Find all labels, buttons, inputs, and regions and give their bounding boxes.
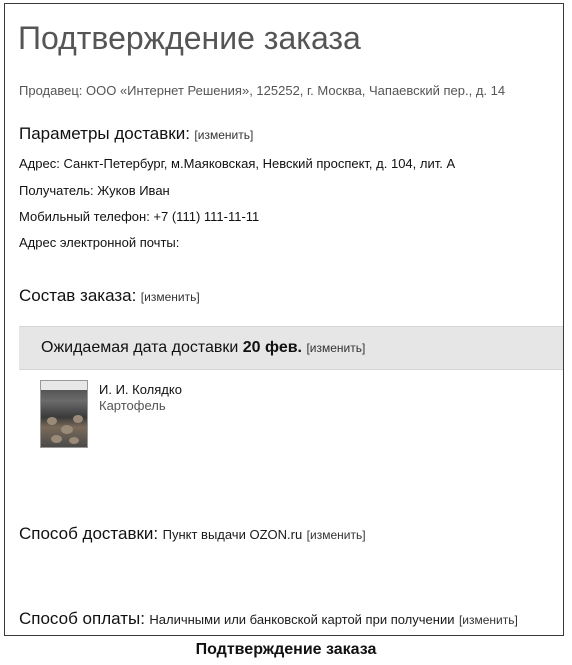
item-title[interactable]: Картофель [99, 398, 166, 413]
order-contents-header [19, 286, 200, 306]
recipient: Получатель: Жуков Иван [19, 183, 170, 198]
seller-info: Продавец: ООО «Интернет Решения», 125252, г. Москва, Чапаевский пер., д. 14 [19, 83, 506, 98]
expected-delivery-change-link[interactable]: [изменить] [306, 341, 366, 355]
email-address: Адрес электронной почты: [19, 235, 180, 250]
book-cover-image [40, 380, 88, 448]
payment-method-row [19, 609, 518, 629]
mobile-phone: Мобильный телефон: +7 (111) 111-11-11 [19, 209, 260, 224]
order-confirmation-panel [4, 3, 564, 636]
payment-method-change-link[interactable]: [изменить] [458, 613, 518, 627]
payment-method-heading: Способ оплаты: [19, 609, 145, 628]
item-author: И. И. Колядко [99, 382, 182, 397]
delivery-params-change-link[interactable]: [изменить] [194, 128, 254, 142]
order-contents-change-link[interactable]: [изменить] [140, 290, 200, 304]
delivery-address: Адрес: Санкт-Петербург, м.Маяковская, Невский проспект, д. 104, лит. А [19, 156, 456, 171]
delivery-method-change-link[interactable]: [изменить] [306, 528, 366, 542]
delivery-method-row [19, 524, 366, 544]
expected-delivery-date: 20 фев. [242, 339, 302, 356]
payment-method-value: Наличными или банковской картой при получении [149, 612, 455, 627]
order-contents-heading: Состав заказа: [19, 286, 137, 305]
delivery-method-heading: Способ доставки: [19, 524, 159, 543]
page-title: Подтверждение заказа [18, 20, 361, 56]
expected-delivery-label: Ожидаемая дата доставки [41, 339, 239, 356]
figure-caption: Подтверждение заказа [195, 641, 377, 658]
delivery-params-heading: Параметры доставки: [19, 124, 190, 143]
delivery-method-value: Пункт выдачи OZON.ru [162, 527, 303, 542]
delivery-params-header [19, 124, 253, 144]
expected-delivery-band [19, 326, 564, 370]
expected-delivery-text [41, 339, 365, 357]
